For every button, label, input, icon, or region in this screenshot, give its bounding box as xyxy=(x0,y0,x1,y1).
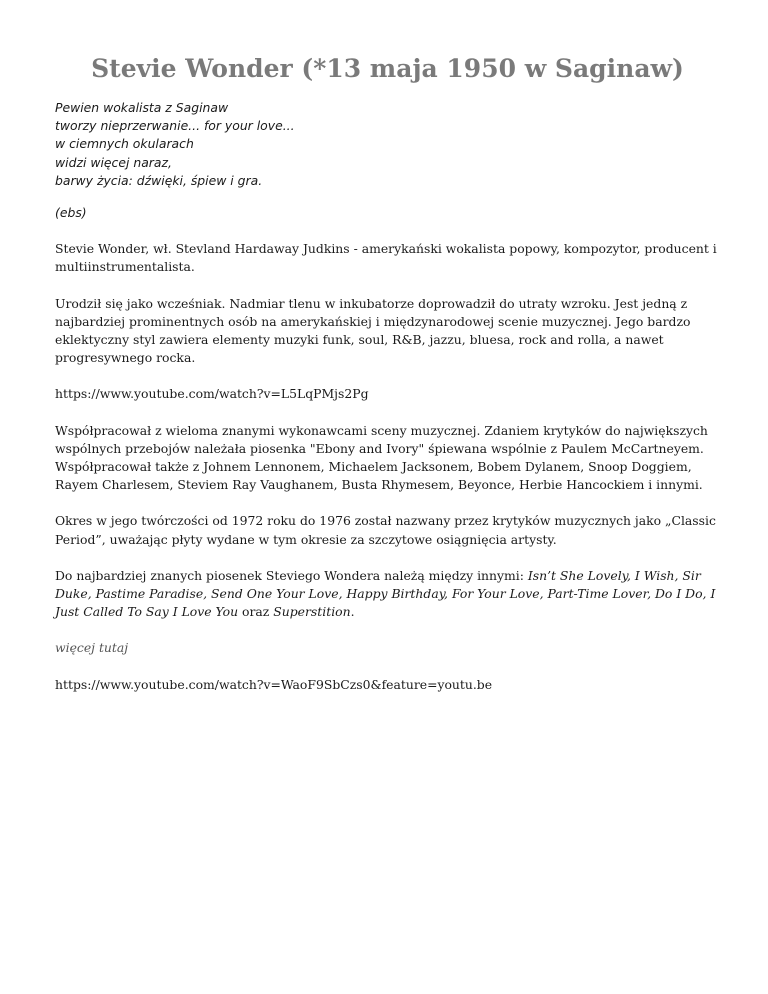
poem xyxy=(55,99,720,190)
intro-paragraph: Stevie Wonder, wł. Stevland Hardaway Judkins - amerykański wokalista popowy, kompozytor, producent i multiinstrumentalista. xyxy=(55,241,717,275)
songs-prefix: Do najbardziej znanych piosenek Steviego Wondera należą między innymi: xyxy=(55,567,528,583)
poem-signature: (ebs) xyxy=(55,205,87,221)
songs-end: . xyxy=(350,604,355,620)
youtube-link-2: https://www.youtube.com/watch?v=WaoF9SbCzs0&feature=youtu.be xyxy=(55,676,493,692)
poem-line: widzi więcej naraz, xyxy=(55,154,172,170)
classic-period-paragraph: Okres w jego twórczości od 1972 roku do 1976 został nazwany przez krytyków muzycznych jako „Classic Period”, uważając płyty wydane w tym okresie za szczytowe osiągnięcia artysty. xyxy=(55,513,716,547)
page-title: Stevie Wonder (*13 maja 1950 w Saginaw) xyxy=(91,54,684,83)
birth-paragraph: Urodził się jako wcześniak. Nadmiar tlenu w inkubatorze doprowadził do utraty wzroku. Jest jedną z najbardziej prominentnych osób na amerykańskiej i międzynarodowej scenie muzycznej. Jego bardzo eklektyczny styl zawiera elementy muzyki funk, soul, R&B, jazzu, bluesa, rock and rolla, a nawet progresywnego rocka. xyxy=(55,295,691,366)
document-page xyxy=(55,0,720,694)
more-link[interactable]: więcej tutaj xyxy=(55,640,129,656)
collaboration-paragraph: Współpracował z wieloma znanymi wykonawcami sceny muzycznej. Zdaniem krytyków do największych wspólnych przebojów należała piosenka "Ebony and Ivory" śpiewana wspólnie z Paulem McCartneyem. Współpracował także z Johnem Lennonem, Michaelem Jacksonem, Bobem Dylanem, Snoop Doggiem, Rayem Charlesem, Steviem Ray Vaughanem, Busta Rhymesem, Beyonce, Herbie Hancockiem i innymi. xyxy=(55,422,708,493)
songs-list: Isn’t She Lovely, I Wish, Sir Duke, Pastime Paradise, Send One Your Love, Happy Birthday, For Your Love, Part-Time Lover, Do I Do, I Just Called To Say I Love You xyxy=(55,567,716,620)
songs-paragraph xyxy=(55,567,720,622)
poem-line: w ciemnych okularach xyxy=(55,136,194,152)
poem-line: Pewien wokalista z Saginaw xyxy=(55,100,229,115)
poem-line: barwy życia: dźwięki, śpiew i gra. xyxy=(55,172,263,188)
songs-last: Superstition xyxy=(273,604,351,620)
songs-conjunction: oraz xyxy=(238,604,274,620)
poem-line: tworzy nieprzerwanie... for your love... xyxy=(55,118,295,134)
youtube-link-1: https://www.youtube.com/watch?v=L5LqPMjs2Pg xyxy=(55,386,369,402)
